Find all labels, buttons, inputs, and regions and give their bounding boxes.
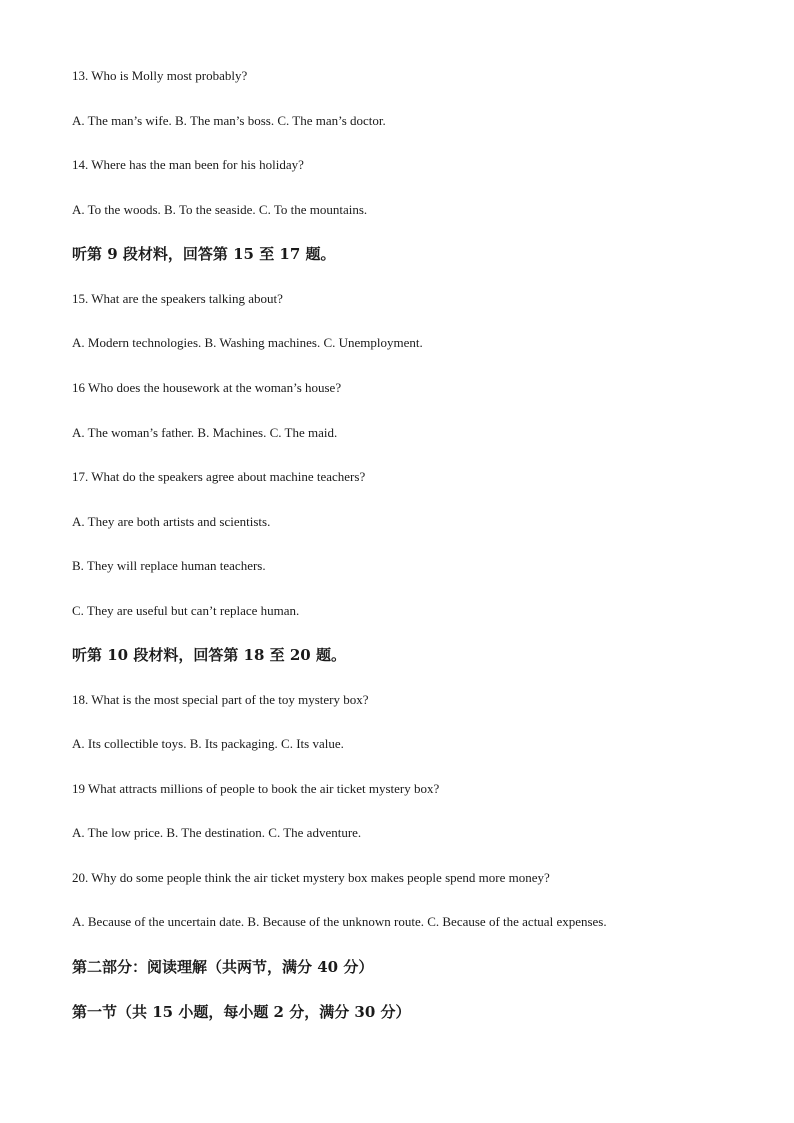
question-13: 13. Who is Molly most probably? [72, 68, 248, 83]
options-20: A. Because of the uncertain date. B. Because of the unknown route. C. Because of the actual expenses. [72, 914, 607, 929]
option-17-a: A. They are both artists and scientists. [72, 514, 271, 529]
options-15: A. Modern technologies. B. Washing machines. C. Unemployment. [72, 335, 423, 350]
options-14: A. To the woods. B. To the seaside. C. To the mountains. [72, 202, 368, 217]
options-19: A. The low price. B. The destination. C. The adventure. [72, 825, 362, 840]
section-heading-material-9: 听第 9 段材料，回答第 15 至 17 题。 [72, 245, 336, 263]
question-14: 14. Where has the man been for his holiday? [72, 157, 304, 172]
option-17-b: B. They will replace human teachers. [72, 558, 266, 573]
question-16: 16 Who does the housework at the woman’s house? [72, 380, 342, 395]
option-17-c: C. They are useful but can’t replace human. [72, 603, 300, 618]
question-18: 18. What is the most special part of the toy mystery box? [72, 692, 369, 707]
options-18: A. Its collectible toys. B. Its packaging. C. Its value. [72, 736, 344, 751]
question-17: 17. What do the speakers agree about machine teachers? [72, 469, 366, 484]
options-13: A. The man’s wife. B. The man’s boss. C. The man’s doctor. [72, 113, 386, 128]
question-20: 20. Why do some people think the air ticket mystery box makes people spend more money? [72, 870, 550, 885]
options-16: A. The woman’s father. B. Machines. C. The maid. [72, 425, 338, 440]
question-19: 19 What attracts millions of people to book the air ticket mystery box? [72, 781, 440, 796]
section-heading-material-10: 听第 10 段材料，回答第 18 至 20 题。 [72, 646, 346, 664]
part-two-heading: 第二部分：阅读理解（共两节，满分 40 分） [72, 958, 374, 976]
section-one-heading: 第一节（共 15 小题，每小题 2 分，满分 30 分） [72, 1003, 411, 1021]
question-15: 15. What are the speakers talking about? [72, 291, 283, 306]
